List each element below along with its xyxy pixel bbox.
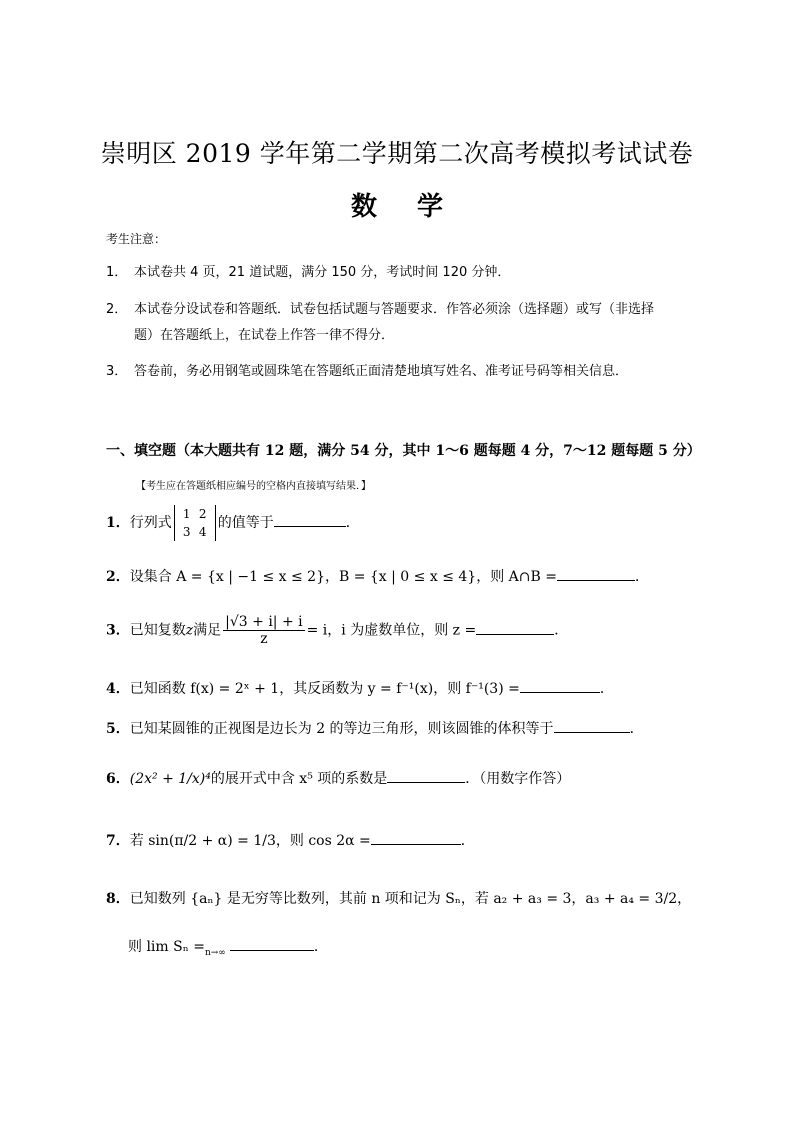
question-number: 7． (106, 833, 130, 849)
question-8 (106, 888, 691, 908)
answer-blank (230, 936, 314, 951)
subject-char-2: 学 (417, 192, 444, 222)
math-expression: (2x² + 1/x)⁴ (129, 771, 211, 787)
question-text: 设集合 A = {x | −1 ≤ x ≤ 2}，B = {x | 0 ≤ x ≤ 4}，则 A∩B = (129, 569, 557, 585)
question-end: ． (554, 622, 569, 639)
subject-char-1: 数 (350, 192, 377, 222)
section-instruction: 【考生应在答题纸相应编号的空格内直接填写结果．】 (136, 481, 371, 492)
notice-text-cont: 题）在答题纸上，在试卷上作答一律不得分． (134, 328, 395, 343)
question-7 (106, 830, 475, 850)
question-number: 4． (106, 681, 130, 697)
answer-blank (387, 768, 465, 783)
answer-blank (520, 678, 600, 693)
det-cell: 4 (198, 525, 207, 539)
question-end: ． (345, 515, 360, 531)
question-number: 5． (106, 721, 130, 737)
question-4 (106, 678, 614, 698)
notice-text: 本试卷分设试卷和答题纸．试卷包括试题与答题要求．作答必须涂（选择题）或写（非选择 (134, 302, 655, 317)
question-text: 已知某圆锥的正视图是边长为 2 的等边三角形，则该圆锥的体积等于 (129, 721, 554, 737)
question-6 (106, 768, 570, 788)
question-5 (106, 718, 644, 738)
question-8-line-2 (128, 936, 328, 958)
answer-blank (554, 718, 630, 733)
answer-blank (557, 566, 635, 581)
question-end: ． (599, 681, 614, 697)
limit-subscript: n→∞ (204, 947, 226, 958)
question-end: ． (460, 833, 475, 849)
answer-blank (371, 830, 461, 845)
question-2 (106, 566, 649, 586)
det-cell: 2 (198, 507, 207, 521)
question-text: 已知复数 (129, 622, 186, 639)
question-end: ． (629, 721, 644, 737)
subject-heading (0, 186, 794, 223)
question-number: 6． (106, 771, 130, 787)
question-end: ． (634, 569, 649, 585)
fraction-denominator: z (260, 631, 268, 647)
notice-item-1 (106, 260, 696, 286)
section-heading: 一、填空题（本大题共有 12 题，满分 54 分，其中 1～6 题每题 4 分，7～12 题每题 5 分） (106, 443, 701, 459)
fraction (223, 614, 304, 647)
math-var: z (185, 622, 194, 639)
notice-heading: 考生注意： (106, 232, 167, 246)
question-number: 2． (106, 569, 130, 585)
notice-item-3 (106, 359, 696, 385)
answer-blank (476, 620, 554, 635)
question-text: 的值等于 (217, 515, 274, 531)
notice-item-2 (106, 297, 696, 349)
det-cell: 3 (182, 525, 191, 539)
determinant (174, 505, 216, 541)
exam-title: 崇明区 2019 学年第二学期第二次高考模拟考试试卷 (100, 139, 694, 168)
question-end: ． (313, 939, 328, 955)
question-text: 行列式 (129, 515, 172, 531)
question-text: 则 lim Sₙ = (128, 939, 205, 955)
question-number: 3． (106, 622, 130, 639)
question-3 (106, 614, 568, 647)
question-text: 的展开式中含 x⁵ 项的系数是 (210, 771, 388, 787)
question-number: 8． (106, 891, 130, 907)
fraction-numerator: |√3 + i| + i (225, 614, 303, 630)
question-text: 已知数列 {aₙ} 是无穷等比数列，其前 n 项和记为 Sₙ，若 a₂ + a₃ = 3，a₃ + a₄ = 3/2， (129, 891, 692, 907)
notice-num: 3． (106, 364, 128, 379)
question-end: ．（用数字作答） (465, 771, 571, 787)
notice-num: 1． (106, 265, 128, 280)
det-cell: 1 (182, 507, 191, 521)
question-1 (106, 505, 360, 541)
question-text: = i，i 为虚数单位，则 z = (306, 622, 477, 639)
question-text: 满足 (193, 622, 222, 639)
question-text: 若 sin(π/2 + α) = 1/3，则 cos 2α = (129, 833, 371, 849)
question-text: 已知函数 f(x) = 2ˣ + 1，其反函数为 y = f⁻¹(x)，则 f⁻¹(3) = (129, 681, 520, 697)
notice-num: 2． (106, 302, 128, 317)
notice-text: 答卷前，务必用钢笔或圆珠笔在答题纸正面清楚地填写姓名、准考证号码等相关信息． (134, 364, 629, 379)
notice-text: 本试卷共 4 页，21 道试题，满分 150 分，考试时间 120 分钟． (134, 265, 511, 280)
answer-blank (274, 512, 346, 527)
question-number: 1． (106, 515, 130, 531)
